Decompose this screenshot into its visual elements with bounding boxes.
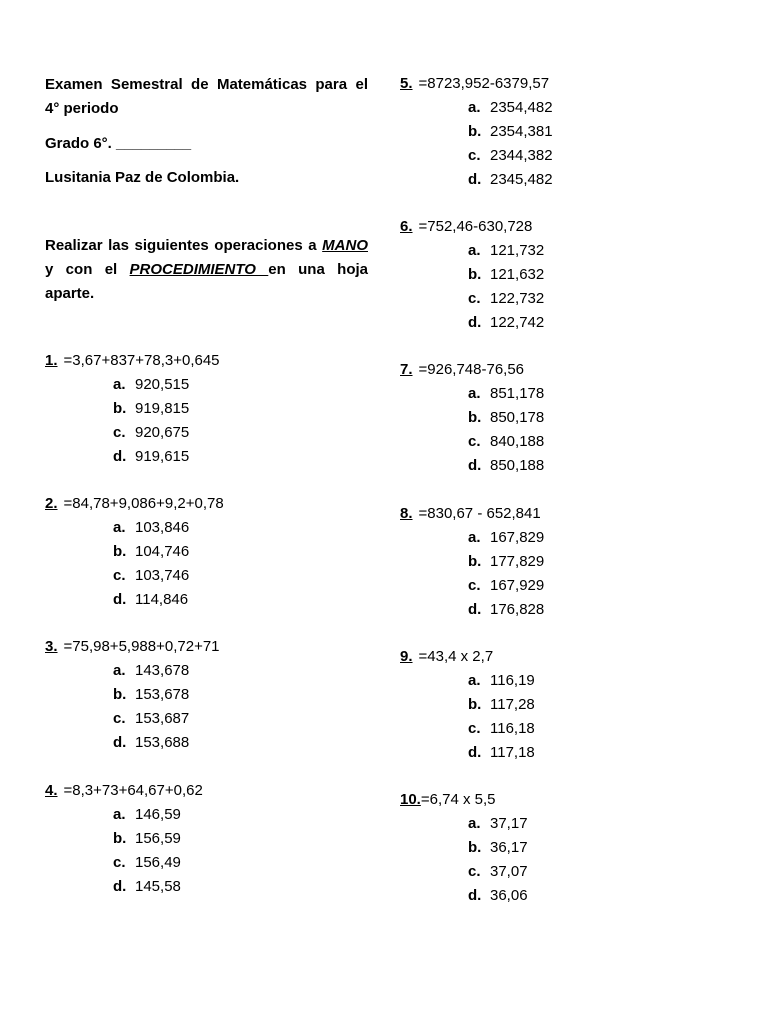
- option-letter: b.: [468, 696, 482, 713]
- question-3: [45, 635, 375, 755]
- option-value: 103,746: [135, 567, 190, 584]
- option-value: 920,675: [135, 424, 190, 441]
- answer-option-a[interactable]: [400, 382, 730, 406]
- option-value: 153,687: [135, 710, 190, 727]
- option-value: 156,49: [135, 854, 181, 871]
- question-number: 5.: [400, 75, 413, 92]
- answer-option-b[interactable]: [400, 263, 730, 287]
- question-10-header: [400, 788, 730, 812]
- question-expression: =752,46-630,728: [418, 218, 533, 235]
- option-value: 37,17: [490, 815, 528, 832]
- question-6-header: [400, 215, 730, 239]
- question-expression: =830,67 - 652,841: [418, 505, 541, 522]
- option-value: 2354,482: [490, 99, 553, 116]
- option-letter: b.: [113, 400, 127, 417]
- question-5-header: [400, 72, 730, 96]
- option-letter: c.: [113, 854, 126, 871]
- answer-option-d[interactable]: [45, 588, 375, 612]
- option-value: 103,846: [135, 519, 190, 536]
- question-number: 10.: [400, 791, 421, 808]
- option-letter: b.: [468, 553, 482, 570]
- option-letter: c.: [468, 577, 481, 594]
- answer-option-b[interactable]: [400, 120, 730, 144]
- question-3-header: [45, 635, 375, 659]
- option-value: 116,19: [490, 672, 535, 689]
- option-letter: d.: [468, 171, 482, 188]
- question-9-header: [400, 645, 730, 669]
- option-letter: d.: [468, 744, 482, 761]
- option-value: 36,17: [490, 839, 528, 856]
- option-letter: c.: [468, 290, 481, 307]
- exam-title-line-2: 4° periodo: [45, 100, 119, 117]
- option-value: 850,188: [490, 457, 545, 474]
- question-expression: =43,4 x 2,7: [418, 648, 494, 665]
- instructions-line-1: [45, 234, 368, 257]
- answer-option-d[interactable]: [400, 311, 730, 335]
- option-value: 2344,382: [490, 147, 553, 164]
- school-name: Lusitania Paz de Colombia.: [45, 169, 240, 186]
- answer-option-a[interactable]: [45, 659, 375, 683]
- question-number: 9.: [400, 648, 413, 665]
- answer-option-b[interactable]: [45, 397, 375, 421]
- question-expression: =8,3+73+64,67+0,62: [63, 782, 203, 799]
- option-value: 2354,381: [490, 123, 553, 140]
- option-letter: b.: [113, 686, 127, 703]
- answer-option-d[interactable]: [400, 454, 730, 478]
- instructions-line-1-text: Realizar las siguientes operaciones a: [45, 237, 323, 254]
- answer-option-b[interactable]: [45, 827, 375, 851]
- option-letter: d.: [113, 591, 127, 608]
- option-letter: b.: [468, 123, 482, 140]
- answer-option-b[interactable]: [400, 693, 730, 717]
- option-letter: c.: [468, 720, 481, 737]
- answer-option-c[interactable]: [45, 564, 375, 588]
- option-letter: d.: [468, 457, 482, 474]
- answer-option-a[interactable]: [45, 516, 375, 540]
- option-value: 145,58: [135, 878, 181, 895]
- answer-option-d[interactable]: [400, 168, 730, 192]
- question-1-header: [45, 349, 375, 373]
- option-value: 850,178: [490, 409, 545, 426]
- answer-option-b[interactable]: [400, 406, 730, 430]
- question-number: 8.: [400, 505, 413, 522]
- question-number: 3.: [45, 638, 58, 655]
- instructions-emphasis-mano: MANO: [322, 237, 368, 254]
- answer-option-c[interactable]: [400, 430, 730, 454]
- option-value: 176,828: [490, 601, 545, 618]
- option-letter: c.: [468, 433, 481, 450]
- option-letter: d.: [113, 448, 127, 465]
- question-number: 4.: [45, 782, 58, 799]
- option-value: 121,732: [490, 242, 545, 259]
- question-number: 7.: [400, 361, 413, 378]
- answer-option-a[interactable]: [400, 669, 730, 693]
- question-2-header: [45, 492, 375, 516]
- answer-option-d[interactable]: [400, 598, 730, 622]
- exam-title-line-1: Examen Semestral de Matemáticas para el: [45, 76, 368, 93]
- answer-option-c[interactable]: [400, 717, 730, 741]
- answer-option-c[interactable]: [45, 851, 375, 875]
- option-letter: b.: [468, 266, 482, 283]
- question-expression: =8723,952-6379,57: [418, 75, 550, 92]
- option-letter: d.: [113, 878, 127, 895]
- instructions-line-2-tail: en una hoja: [268, 261, 368, 278]
- option-letter: a.: [468, 385, 481, 402]
- option-letter: a.: [113, 519, 126, 536]
- option-letter: c.: [113, 710, 126, 727]
- question-5: [400, 72, 730, 192]
- option-value: 851,178: [490, 385, 545, 402]
- question-6: [400, 215, 730, 335]
- instructions-line-2: [45, 258, 368, 281]
- answer-option-c[interactable]: [400, 144, 730, 168]
- answer-option-c[interactable]: [45, 707, 375, 731]
- option-value: 2345,482: [490, 171, 553, 188]
- question-4-header: [45, 779, 375, 803]
- option-value: 143,678: [135, 662, 190, 679]
- option-value: 840,188: [490, 433, 545, 450]
- option-letter: a.: [468, 815, 481, 832]
- option-letter: d.: [113, 734, 127, 751]
- option-value: 167,829: [490, 529, 545, 546]
- option-value: 114,846: [135, 591, 189, 608]
- question-4: [45, 779, 375, 899]
- option-letter: a.: [468, 529, 481, 546]
- option-value: 146,59: [135, 806, 181, 823]
- option-value: 117,18: [490, 744, 535, 761]
- answer-option-c[interactable]: [400, 287, 730, 311]
- question-number: 1.: [45, 352, 58, 369]
- option-letter: b.: [468, 409, 482, 426]
- question-expression: =3,67+837+78,3+0,645: [63, 352, 220, 369]
- answer-option-a[interactable]: [400, 526, 730, 550]
- option-value: 156,59: [135, 830, 181, 847]
- option-value: 116,18: [490, 720, 535, 737]
- instructions-line-3: aparte.: [45, 285, 95, 302]
- question-7: [400, 358, 730, 478]
- instructions-line-2-text: y con el: [45, 261, 130, 278]
- option-value: 919,615: [135, 448, 190, 465]
- answer-option-b[interactable]: [45, 540, 375, 564]
- option-value: 919,815: [135, 400, 190, 417]
- option-value: 122,732: [490, 290, 545, 307]
- answer-option-c[interactable]: [400, 574, 730, 598]
- question-expression: =75,98+5,988+0,72+71: [63, 638, 220, 655]
- answer-option-d[interactable]: [400, 884, 730, 908]
- question-number: 2.: [45, 495, 58, 512]
- answer-option-a[interactable]: [400, 239, 730, 263]
- instructions-emphasis-procedimiento: PROCEDIMIENTO: [129, 261, 269, 278]
- question-8-header: [400, 502, 730, 526]
- answer-option-b[interactable]: [45, 683, 375, 707]
- answer-option-a[interactable]: [400, 96, 730, 120]
- option-value: 104,746: [135, 543, 190, 560]
- option-letter: d.: [468, 887, 482, 904]
- answer-option-a[interactable]: [45, 803, 375, 827]
- option-letter: c.: [468, 863, 481, 880]
- answer-option-d[interactable]: [400, 741, 730, 765]
- option-letter: c.: [468, 147, 481, 164]
- question-number: 6.: [400, 218, 413, 235]
- answer-option-a[interactable]: [45, 373, 375, 397]
- answer-option-d[interactable]: [45, 731, 375, 755]
- question-8: [400, 502, 730, 622]
- option-letter: a.: [468, 242, 481, 259]
- option-value: 167,929: [490, 577, 545, 594]
- question-9: [400, 645, 730, 765]
- option-letter: a.: [113, 662, 126, 679]
- option-value: 117,28: [490, 696, 535, 713]
- question-expression: =84,78+9,086+9,2+0,78: [63, 495, 224, 512]
- answer-option-c[interactable]: [400, 860, 730, 884]
- question-1: [45, 349, 375, 469]
- option-letter: c.: [113, 567, 126, 584]
- option-value: 153,678: [135, 686, 190, 703]
- option-letter: b.: [468, 839, 482, 856]
- question-7-header: [400, 358, 730, 382]
- option-letter: b.: [113, 830, 127, 847]
- question-10: [400, 788, 730, 908]
- option-value: 121,632: [490, 266, 545, 283]
- option-letter: a.: [468, 672, 481, 689]
- option-letter: b.: [113, 543, 127, 560]
- answer-option-c[interactable]: [45, 421, 375, 445]
- question-expression: =6,74 x 5,5: [420, 791, 496, 808]
- option-value: 36,06: [490, 887, 528, 904]
- answer-option-d[interactable]: [45, 875, 375, 899]
- question-expression: =926,748-76,56: [418, 361, 525, 378]
- option-letter: a.: [468, 99, 481, 116]
- option-letter: a.: [113, 806, 126, 823]
- option-value: 122,742: [490, 314, 545, 331]
- answer-option-d[interactable]: [45, 445, 375, 469]
- option-letter: d.: [468, 601, 482, 618]
- answer-option-b[interactable]: [400, 550, 730, 574]
- grade-line: Grado 6°. _________: [45, 135, 192, 152]
- option-value: 177,829: [490, 553, 545, 570]
- option-value: 37,07: [490, 863, 528, 880]
- option-value: 920,515: [135, 376, 190, 393]
- option-letter: d.: [468, 314, 482, 331]
- option-letter: a.: [113, 376, 126, 393]
- answer-option-a[interactable]: [400, 812, 730, 836]
- option-value: 153,688: [135, 734, 190, 751]
- answer-option-b[interactable]: [400, 836, 730, 860]
- question-2: [45, 492, 375, 612]
- option-letter: c.: [113, 424, 126, 441]
